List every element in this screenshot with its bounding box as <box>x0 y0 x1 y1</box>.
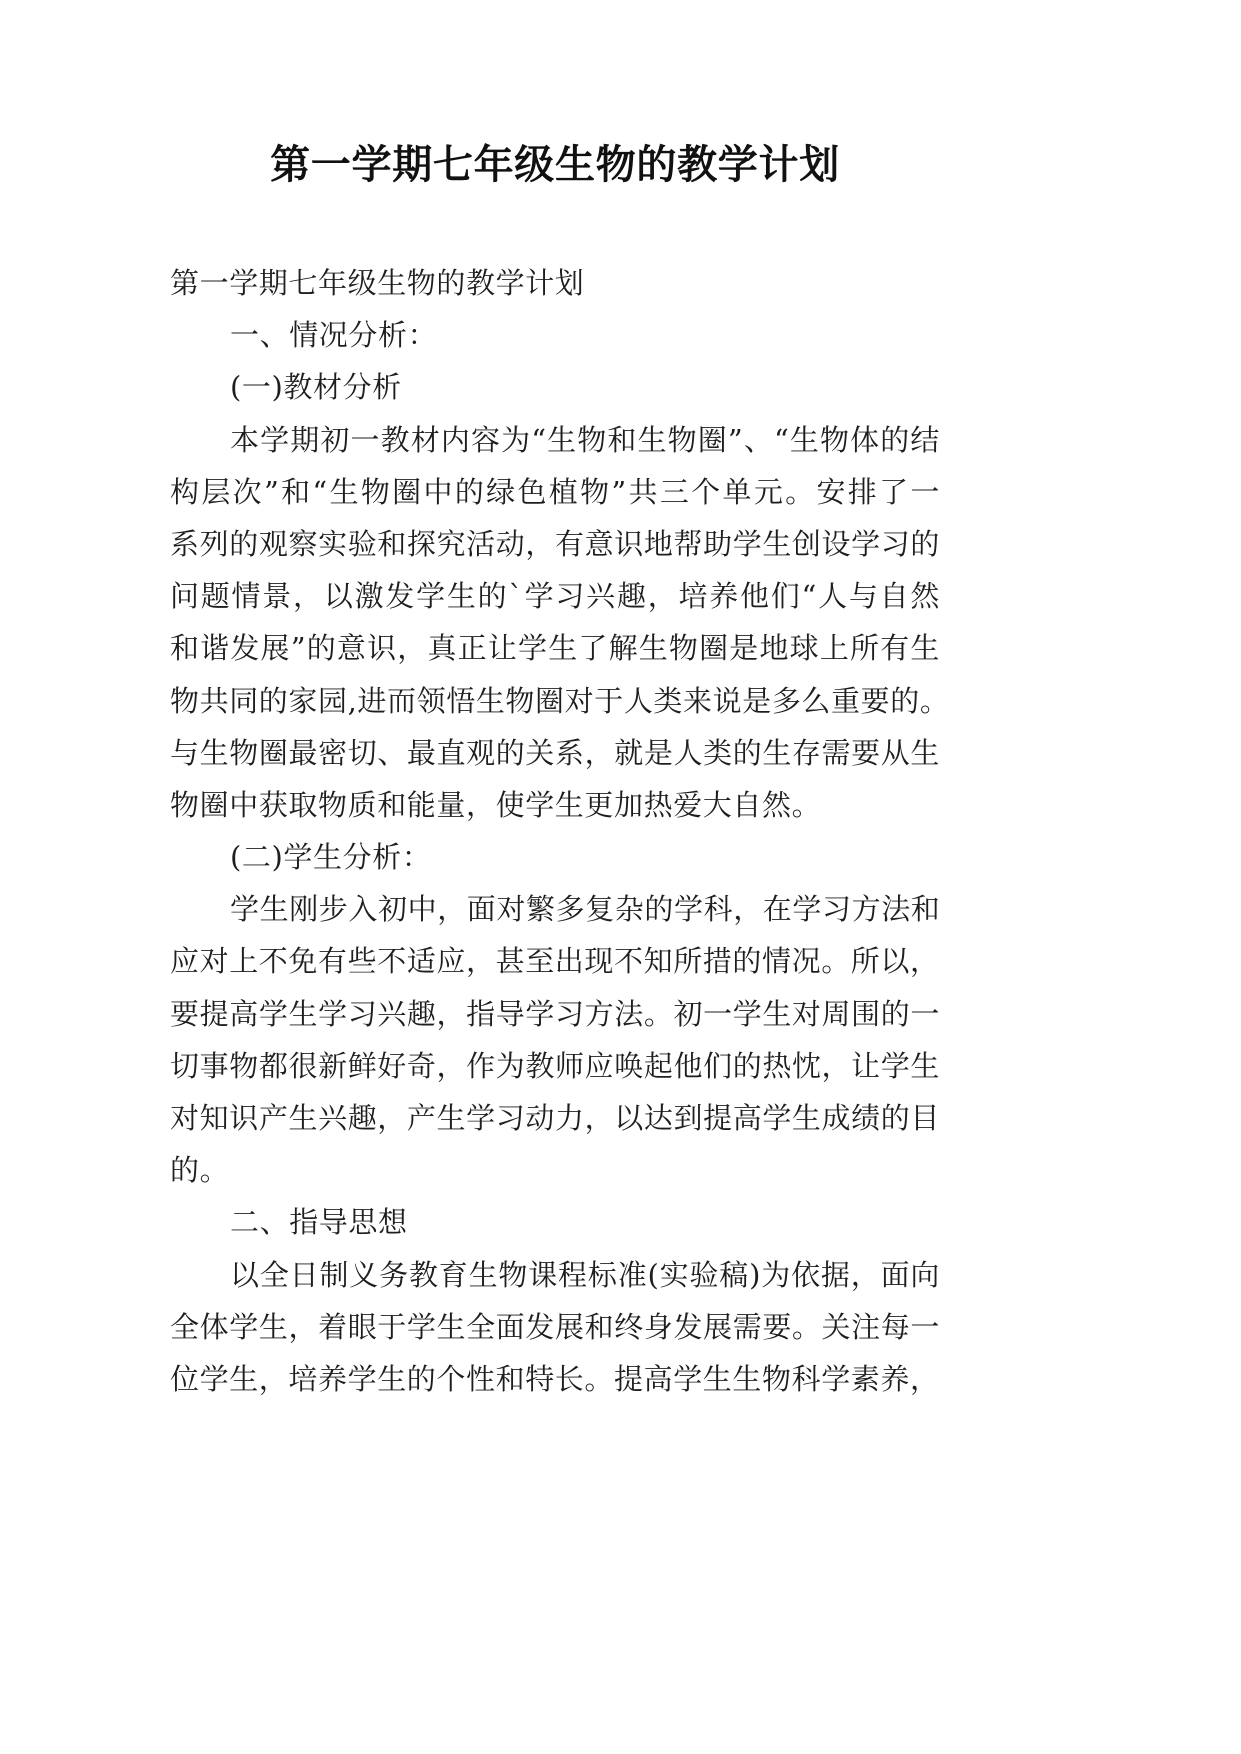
document-title: 第一学期七年级生物的教学计划 <box>270 141 840 188</box>
document-body <box>170 257 950 1405</box>
paragraph-line: 应对上不免有些不适应，甚至出现不知所措的情况。所以， <box>170 944 940 979</box>
paragraph-line: 的。 <box>170 1153 230 1188</box>
paragraph-line: 切事物都很新鲜好奇，作为教师应唤起他们的热忱，让学生 <box>170 1048 940 1083</box>
paragraph-textbook-analysis <box>170 414 950 832</box>
section-heading: 一、情况分析： <box>230 318 438 353</box>
paragraph-line: 与生物圈最密切、最直观的关系，就是人类的生存需要从生 <box>170 735 940 770</box>
paragraph-line: 物圈中获取物质和能量，使学生更加热爱大自然。 <box>170 787 822 822</box>
paragraph-line: 对知识产生兴趣，产生学习动力，以达到提高学生成绩的目 <box>170 1101 940 1135</box>
paragraph-line: 构层次”和“生物圈中的绿色植物”共三个单元。安排了一 <box>170 474 940 509</box>
paragraph-line: 物共同的家园,进而领悟生物圈对于人类来说是多么重要的。 <box>170 683 950 718</box>
paragraph-line: 系列的观察实验和探究活动，有意识地帮助学生创设学习的 <box>170 526 940 561</box>
paragraph-guiding-ideology <box>170 1249 940 1406</box>
intro-title-line: 第一学期七年级生物的教学计划 <box>170 266 585 300</box>
paragraph-line: 问题情景，以激发学生的`学习兴趣，培养他们“人与自然 <box>170 579 940 614</box>
paragraph-line: 本学期初一教材内容为“生物和生物圈”、“生物体的结 <box>230 422 940 457</box>
paragraph-line: 要提高学生学习兴趣，指导学习方法。初一学生对周围的一 <box>170 996 940 1031</box>
subsection-heading: (一)教材分析 <box>230 370 402 405</box>
paragraph-line: 位学生，培养学生的个性和特长。提高学生生物科学素养， <box>170 1361 940 1396</box>
paragraph-student-analysis <box>170 883 940 1196</box>
paragraph-line: 以全日制义务教育生物课程标准(实验稿)为依据，面向 <box>230 1257 940 1292</box>
subsection-heading: (二)学生分析： <box>230 840 432 875</box>
paragraph-line: 和谐发展”的意识，真正让学生了解生物圈是地球上所有生 <box>170 631 940 666</box>
paragraph-line: 全体学生，着眼于学生全面发展和终身发展需要。关注每一 <box>170 1309 940 1344</box>
paragraph-line: 学生刚步入初中，面对繁多复杂的学科，在学习方法和 <box>230 892 941 927</box>
section-heading: 二、指导思想 <box>230 1205 408 1240</box>
